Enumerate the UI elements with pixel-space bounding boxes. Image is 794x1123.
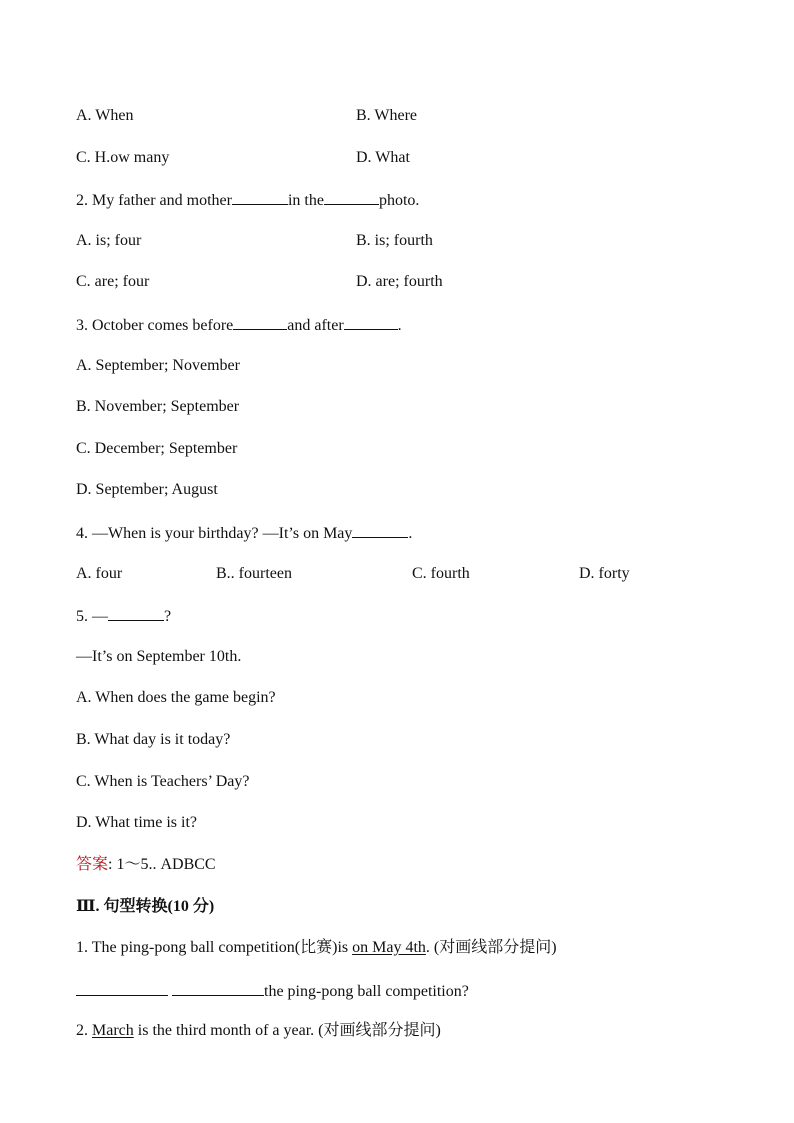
s1-prefix: 1. The ping-pong ball competition(比赛)is bbox=[76, 939, 353, 956]
q4-option-b: B.. fourteen bbox=[216, 565, 292, 582]
s1-blank-1 bbox=[76, 980, 168, 996]
q3-option-b: B. November; September bbox=[76, 398, 240, 415]
section-title: Ⅲ. 句型转换(10 分) bbox=[76, 898, 215, 915]
q5-prefix: 5. — bbox=[76, 608, 108, 625]
s1-suffix: . (对画线部分提问) bbox=[425, 939, 557, 956]
answer-text: : 1～5.. ADBCC bbox=[108, 856, 216, 873]
q3-option-c: C. December; September bbox=[76, 440, 238, 457]
q4-blank bbox=[352, 522, 408, 538]
q2-stem bbox=[76, 189, 419, 209]
q1-option-d: D. What bbox=[356, 149, 410, 166]
q3-blank-2 bbox=[344, 314, 398, 330]
q5-blank bbox=[108, 605, 164, 621]
q2-suffix: photo. bbox=[378, 192, 420, 209]
q3-mid: and after bbox=[287, 317, 344, 334]
q5-option-d: D. What time is it? bbox=[76, 814, 198, 831]
q2-options-row-1 bbox=[76, 231, 433, 251]
q3-suffix: . bbox=[397, 317, 402, 334]
q2-option-a: A. is; four bbox=[76, 232, 142, 249]
q2-blank-2 bbox=[324, 189, 379, 205]
q3-stem bbox=[76, 314, 402, 334]
q4-options-row bbox=[76, 564, 630, 584]
q1-options-row-2 bbox=[76, 148, 410, 168]
s2-stem bbox=[76, 1021, 441, 1041]
s1-fill-line bbox=[76, 980, 469, 1000]
q5-stem bbox=[76, 605, 171, 625]
q2-options-row-2 bbox=[76, 272, 443, 292]
answer-label: 答案 bbox=[76, 856, 109, 873]
q3-option-a: A. September; November bbox=[76, 357, 240, 374]
s1-underlined: on May 4th bbox=[352, 939, 426, 956]
q1-option-b: B. Where bbox=[356, 107, 418, 124]
q5-option-c: C. When is Teachers’ Day? bbox=[76, 773, 250, 790]
q3-prefix: 3. October comes before bbox=[76, 317, 234, 334]
q3-option-d: D. September; August bbox=[76, 481, 218, 498]
q3-blank-1 bbox=[233, 314, 287, 330]
q2-option-c: C. are; four bbox=[76, 273, 150, 290]
q5-suffix: ? bbox=[164, 608, 172, 625]
q4-prefix: 4. —When is your birthday? —It’s on May bbox=[76, 525, 353, 542]
q1-options-row-1 bbox=[76, 106, 418, 126]
q2-mid: in the bbox=[287, 192, 324, 209]
q2-prefix: 2. My father and mother bbox=[76, 192, 232, 209]
q1-option-c: C. H.ow many bbox=[76, 149, 170, 166]
answer-line bbox=[76, 855, 216, 875]
q4-stem bbox=[76, 522, 412, 542]
q5-option-b: B. What day is it today? bbox=[76, 731, 231, 748]
s2-suffix: is the third month of a year. (对画线部分提问) bbox=[133, 1022, 441, 1039]
s2-prefix: 2. bbox=[76, 1022, 92, 1039]
q4-option-a: A. four bbox=[76, 565, 123, 582]
q2-blank-1 bbox=[232, 189, 288, 205]
q5-option-a: A. When does the game begin? bbox=[76, 689, 276, 706]
q4-option-c: C. fourth bbox=[412, 565, 470, 582]
q5-reply: —It’s on September 10th. bbox=[76, 648, 242, 665]
s1-fill-suffix: the ping-pong ball competition? bbox=[264, 983, 469, 1000]
q1-option-a: A. When bbox=[76, 107, 134, 124]
s1-blank-2 bbox=[172, 980, 264, 996]
q2-option-d: D. are; fourth bbox=[356, 273, 443, 290]
q2-option-b: B. is; fourth bbox=[356, 232, 433, 249]
q4-suffix: . bbox=[408, 525, 413, 542]
s2-underlined: March bbox=[92, 1022, 134, 1039]
q4-option-d: D. forty bbox=[579, 565, 630, 582]
s1-stem bbox=[76, 938, 557, 958]
